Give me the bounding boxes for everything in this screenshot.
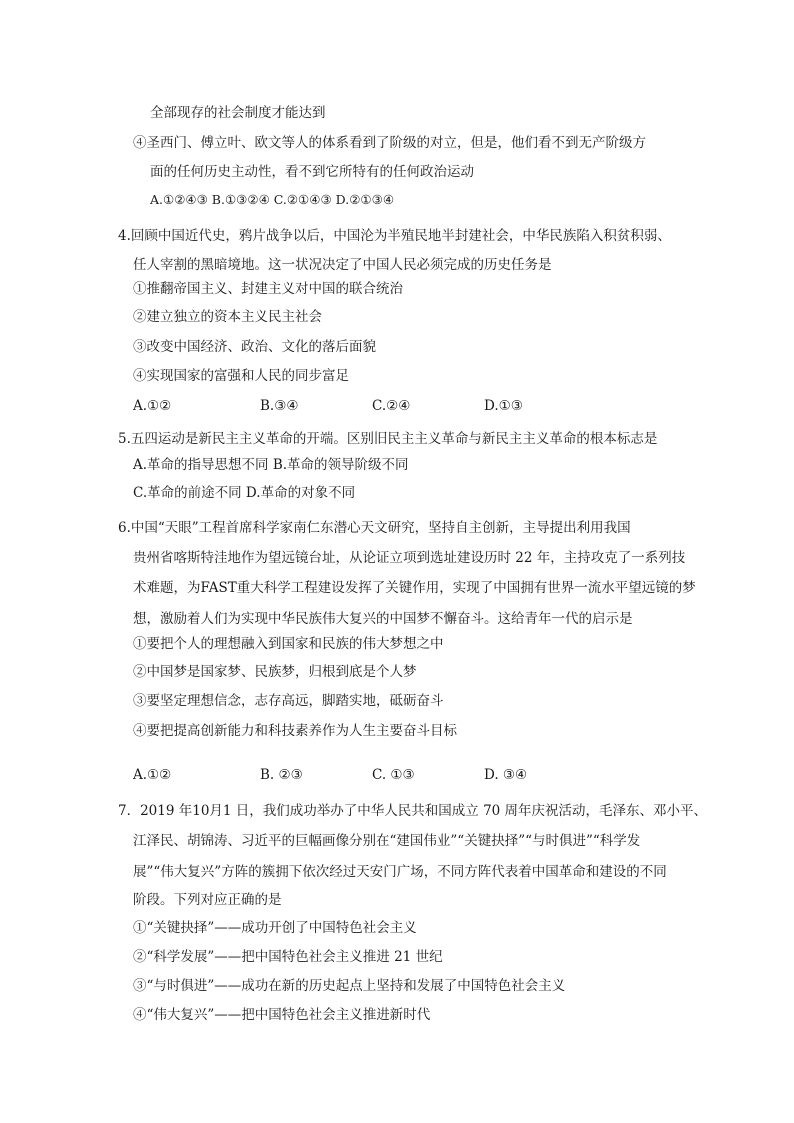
- q7-stem-line3: 展”“伟大复兴”方阵的簇拥下依次经过天安门广场，不同方阵代表着中国革命和建设的不同: [133, 864, 667, 880]
- q4-option-b: B.③④: [260, 398, 299, 414]
- q4-item-3: ③改变中国经济、政治、文化的落后面貌: [133, 339, 376, 355]
- q4-option-a: A.①②: [133, 398, 172, 414]
- q4-item-1: ①推翻帝国主义、封建主义对中国的联合统治: [133, 281, 403, 297]
- q7-stem-line4: 阶段。下列对应正确的是: [133, 892, 282, 908]
- q4-stem-line2: 任人宰割的黑暗境地。这一状况决定了中国人民必须完成的历史任务是: [133, 257, 552, 273]
- q6-option-a: A.①②: [133, 767, 172, 783]
- q5-options-line2: C.革命的前途不同 D.革命的对象不同: [133, 485, 356, 501]
- q7-item-1: ①“关键抉择”——成功开创了中国特色社会主义: [133, 920, 417, 936]
- q6-option-b: B. ②③: [260, 767, 303, 783]
- q6-item-3: ③要坚定理想信念，志存高远，脚踏实地，砥砺奋斗: [133, 693, 444, 709]
- q7-item-3: ③“与时俱进”——成功在新的历史起点上坚持和发展了中国特色社会主义: [133, 978, 566, 994]
- q7-item-4: ④“伟大复兴”——把中国特色社会主义推进新时代: [133, 1007, 431, 1023]
- q4-option-d: D.①③: [484, 398, 523, 414]
- q6-stem-line1: 6.中国“天眼”工程首席科学家南仁东潜心天文研究，坚持自主创新，主导提出利用我国: [118, 520, 631, 536]
- q3-continued-line: 全部现存的社会制度才能达到: [150, 105, 326, 121]
- q3-options: A.①②④③ B.①③②④ C.②①④③ D.②①③④: [150, 192, 395, 207]
- q6-item-1: ①要把个人的理想融入到国家和民族的伟大梦想之中: [133, 636, 444, 652]
- q6-stem-line2: 贵州省喀斯特洼地作为望远镜台址，从论证立项到选址建设历时 22 年，主持攻克了一系列技: [133, 550, 686, 566]
- q6-item-2: ②中国梦是国家梦、民族梦，归根到底是个人梦: [133, 664, 417, 680]
- q5-stem: 5.五四运动是新民主主义革命的开端。区别旧民主主义革命与新民主主义革命的根本标志是: [118, 431, 658, 447]
- q6-stem-line3: 术难题，为FAST重大科学工程建设发挥了关键作用，实现了中国拥有世界一流水平望远镜的梦: [133, 580, 696, 596]
- q7-stem-line1: 7．2019 年10月1 日，我们成功举办了中华人民共和国成立 70 周年庆祝活动，毛泽东、邓小平、: [118, 803, 708, 819]
- q3-item-4-line1: ④圣西门、傅立叶、欧文等人的体系看到了阶级的对立，但是，他们看不到无产阶级方: [133, 135, 646, 151]
- q4-item-2: ②建立独立的资本主义民主社会: [133, 309, 322, 325]
- q7-stem-line2: 江泽民、胡锦涛、习近平的巨幅画像分别在“建国伟业”“关键抉择”“与时俱进”“科学发: [133, 833, 641, 849]
- q4-option-c: C.②④: [372, 398, 411, 414]
- q6-item-4: ④要把提高创新能力和科技素养作为人生主要奋斗目标: [133, 723, 457, 739]
- q6-option-d: D. ③④: [484, 767, 528, 783]
- q7-item-2: ②“科学发展”——把中国特色社会主义推进 21 世纪: [133, 949, 443, 965]
- q4-item-4: ④实现国家的富强和人民的同步富足: [133, 368, 349, 384]
- q6-option-c: C. ①③: [372, 767, 415, 783]
- q5-options-line1: A.革命的指导思想不同 B.革命的领导阶级不同: [133, 457, 409, 473]
- q3-item-4-line2: 面的任何历史主动性，看不到它所特有的任何政治运动: [150, 164, 474, 180]
- q6-stem-line4: 想，激励着人们为实现中华民族伟大复兴的中国梦不懈奋斗。这给青年一代的启示是: [133, 611, 633, 627]
- q4-stem-line1: 4.回顾中国近代史，鸦片战争以后，中国沦为半殖民地半封建社会，中华民族陷入积贫积弱、: [118, 228, 671, 244]
